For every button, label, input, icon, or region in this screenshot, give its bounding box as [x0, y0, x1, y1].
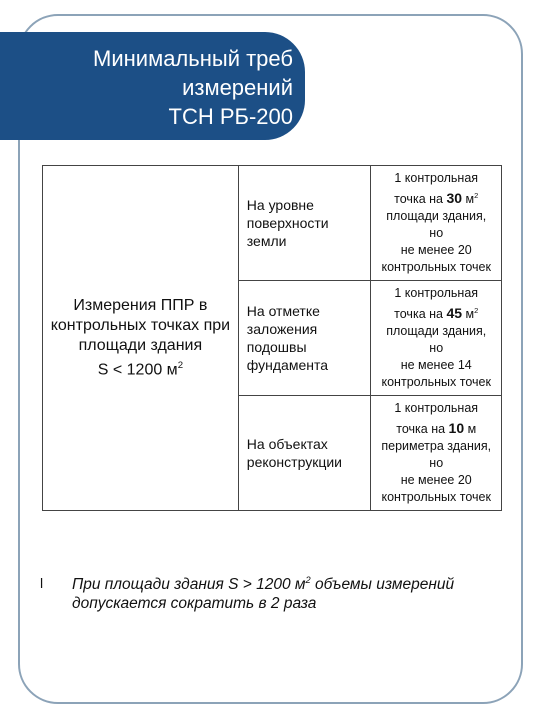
- footnote-sup: 2: [305, 575, 311, 585]
- requirement-line-6: контрольных точек: [381, 490, 491, 505]
- requirement-line-3: площади здания,: [386, 324, 487, 339]
- requirement-unit-sup: 2: [474, 305, 479, 315]
- requirement-cell: [371, 281, 502, 396]
- area-condition-sup: 2: [177, 359, 184, 371]
- requirement-line-1: 1 контрольная: [394, 170, 479, 185]
- measurement-condition-cell: [43, 166, 239, 511]
- location-label: На отметке заложения подошвы фундамента: [246, 303, 329, 373]
- requirement-prefix: точка на: [396, 422, 449, 437]
- requirement-line-1: 1 контрольная: [394, 285, 479, 300]
- requirement-line-5: не менее 14: [400, 358, 472, 373]
- requirement-line-2: [372, 417, 500, 438]
- requirement-line-2: [372, 302, 500, 323]
- title-line-1: Минимальный треб: [93, 46, 293, 71]
- requirement-unit-sup: 2: [474, 190, 479, 200]
- requirement-prefix: точка на: [394, 192, 447, 207]
- requirement-unit: м: [462, 307, 475, 322]
- requirement-line-6: контрольных точек: [381, 260, 491, 275]
- location-label: На объектах реконструкции: [246, 436, 342, 470]
- requirement-unit: м: [462, 192, 475, 207]
- requirement-unit: м: [464, 422, 477, 437]
- bullet-icon: l: [40, 575, 44, 591]
- measurement-condition-label: Измерения ППР в контрольных точках при площади здания: [50, 296, 231, 354]
- requirements-table: [42, 165, 502, 511]
- location-cell: [238, 166, 371, 281]
- title-banner: [0, 32, 305, 140]
- requirement-line-5: не менее 20: [400, 473, 472, 488]
- footnote-part-1: При площади здания S > 1200 м: [72, 576, 306, 594]
- requirement-line-4: но: [429, 341, 444, 356]
- requirement-value: 45: [446, 305, 463, 322]
- title-line-3: ТСН РБ-200: [168, 104, 293, 129]
- location-cell: [238, 396, 371, 511]
- requirement-line-1: 1 контрольная: [394, 400, 479, 415]
- requirement-value: 10: [448, 420, 465, 437]
- location-cell: [238, 281, 371, 396]
- requirement-line-3: периметра здания,: [381, 439, 492, 454]
- requirement-value: 30: [446, 190, 463, 207]
- requirement-prefix: точка на: [394, 307, 447, 322]
- requirement-line-6: контрольных точек: [381, 375, 491, 390]
- requirement-line-5: не менее 20: [400, 243, 472, 258]
- requirement-line-4: но: [429, 226, 444, 241]
- requirement-cell: [371, 166, 502, 281]
- table-row: [43, 166, 502, 281]
- footnote-part-2: объемы измерений допускается сократить в 2 раза: [72, 576, 455, 613]
- requirement-line-4: но: [429, 456, 444, 471]
- area-condition: S < 1200 м: [97, 361, 178, 379]
- footnote: [72, 571, 492, 613]
- requirement-cell: [371, 396, 502, 511]
- requirement-line-3: площади здания,: [386, 209, 487, 224]
- title-line-2: измерений: [182, 75, 293, 100]
- requirement-line-2: [372, 187, 500, 208]
- location-label: На уровне поверхности земли: [246, 197, 329, 249]
